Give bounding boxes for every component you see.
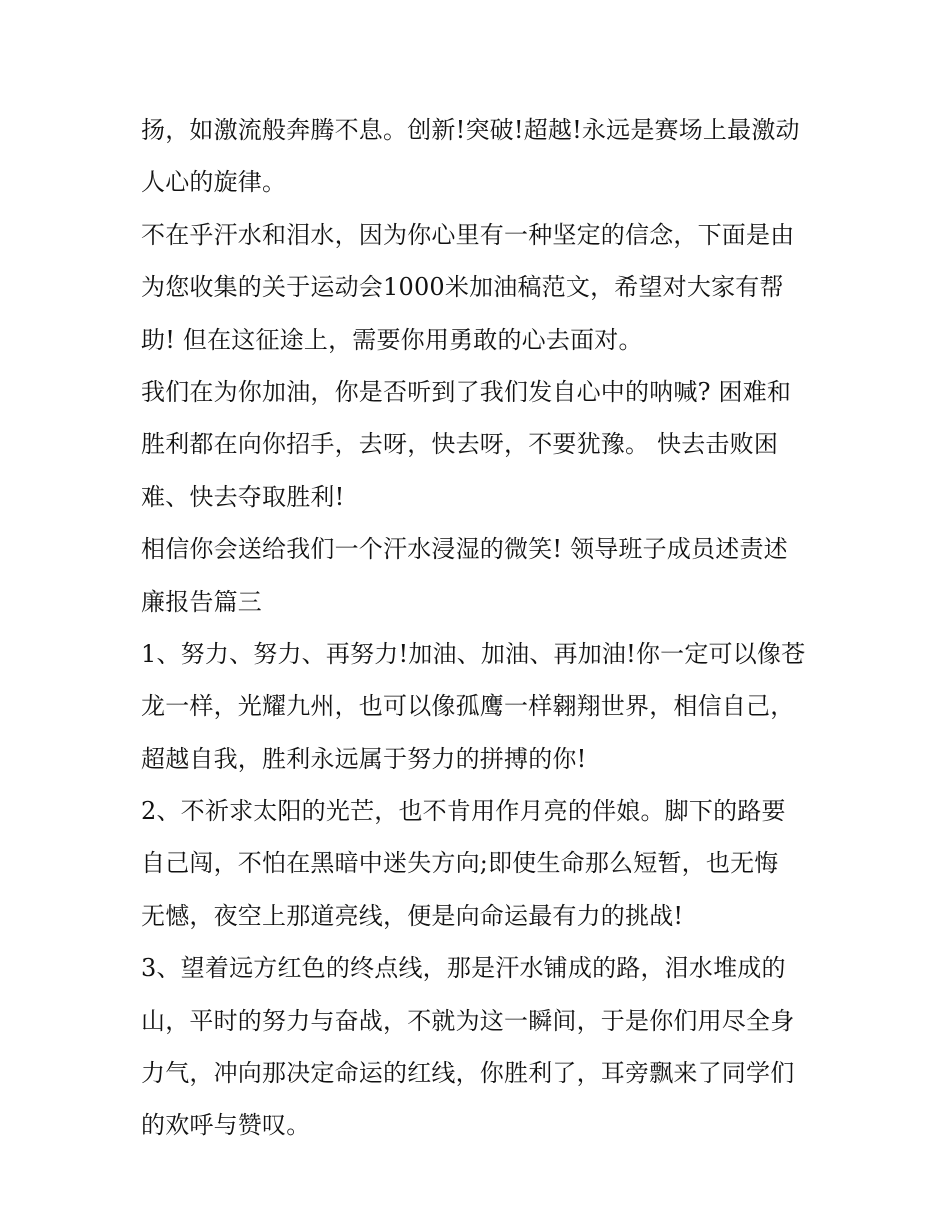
text-line: 扬，如激流般奔腾不息。创新!突破!超越!永远是赛场上最激动 [141,116,800,144]
text-line: 2、不祈求太阳的光芒，也不肯用作月亮的伴娘。脚下的路要 [141,797,786,826]
text-line: 不在乎汗水和泪水，因为你心里有一种坚定的信念，下面是由 [141,220,795,249]
text-line: 助! 但在这征途上，需要你用勇敢的心去面对。 [141,325,643,354]
text-line: 超越自我，胜利永远属于努力的拼搏的你! [141,744,587,773]
text-line: 胜利都在向你招手，去呀，快去呀，不要犹豫。 快去击败困 [141,430,779,459]
text-line: 为您收集的关于运动会1000米加油稿范文，希望对大家有帮 [141,273,784,302]
text-line: 3、望着远方红色的终点线，那是汗水铺成的路，泪水堆成的 [141,954,786,983]
text-line: 无憾，夜空上那道亮线，便是向命运最有力的挑战! [141,901,684,930]
text-line: 1、努力、努力、再努力!加油、加油、再加油!你一定可以像苍 [141,639,806,668]
document-body [141,104,821,1152]
text-line: 力气，冲向那决定命运的红线，你胜利了，耳旁飘来了同学们 [141,1059,795,1088]
text-line: 自己闯，不怕在黑暗中迷失方向;即使生命那么短暂，也无悔 [141,849,779,878]
text-line: 龙一样，光耀九州，也可以像孤鹰一样翱翔世界，相信自己， [141,692,795,721]
section-heading: 廉报告篇三 [141,587,262,616]
text-line: 我们在为你加油，你是否听到了我们发自心中的呐喊? 困难和 [141,377,792,406]
text-line: 难、快去夺取胜利! [141,482,345,511]
text-line: 人心的旋律。 [141,168,287,197]
text-line: 的欢呼与赞叹。 [141,1111,311,1140]
text-line: 山，平时的努力与奋战，不就为这一瞬间，于是你们用尽全身 [141,1006,795,1035]
text-line: 相信你会送给我们一个汗水浸湿的微笑! 领导班子成员述责述 [141,535,788,564]
